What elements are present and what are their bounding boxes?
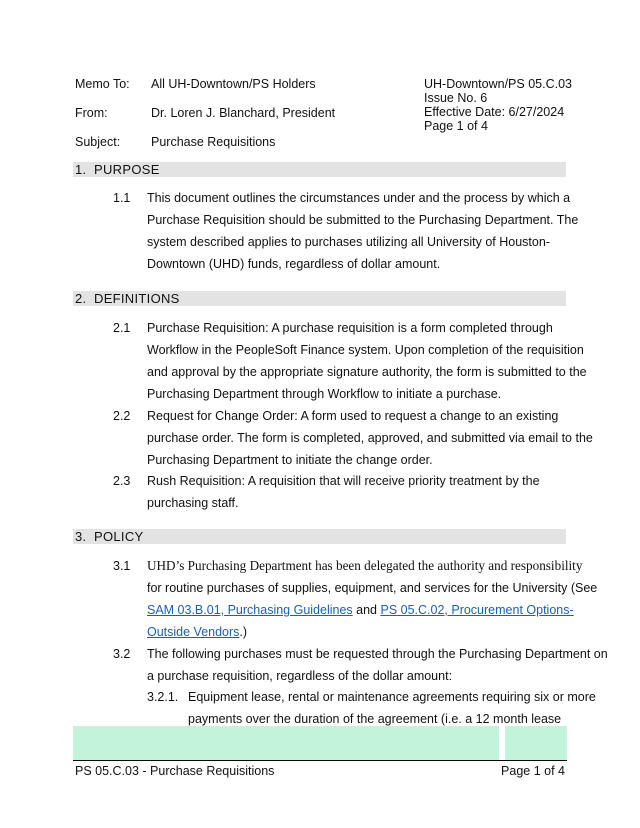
link-ps-05-c-02[interactable]: PS 05.C.02, Procurement Options- [380,603,574,617]
closing-text: .) [239,625,248,639]
paragraph-line [147,599,574,621]
section-heading-definitions [73,291,566,306]
paragraph-line: and approval by the appropriate signature authority, the form is submitted to the [147,365,587,379]
page-indicator: Page 1 of 4 [424,119,488,133]
paragraph-number: 1.1 [113,191,131,205]
paragraph-number: 2.3 [113,474,131,488]
footer-rule [73,760,567,761]
paragraph-number: 3.2 [113,647,131,661]
paragraph-line: Downtown (UHD) funds, regardless of dollar amount. [147,257,441,271]
paragraph-line: Purchase Requisition should be submitted to the Purchasing Department. The [147,213,579,227]
paragraph-line: Request for Change Order: A form used to request a change to an existing [147,409,559,423]
paragraph-number: 2.1 [113,321,131,335]
paragraph-number: 3.1 [113,559,131,573]
paragraph-number: 3.2.1. [147,690,179,704]
section-number: 2. [75,291,87,306]
from-value: Dr. Loren J. Blanchard, President [151,106,336,120]
highlight-overlay-left [73,726,499,760]
connector-text: and [352,603,381,617]
paragraph-line: payments over the duration of the agreement (i.e. a 12 month lease [188,712,562,726]
paragraph-line: Purchasing Department to initiate the change order. [147,453,433,467]
paragraph-line: UHD’s Purchasing Department has been delegated the authority and responsibility [147,558,583,573]
subject-label: Subject: [75,135,121,149]
section-number: 3. [75,529,87,544]
paragraph-line: Rush Requisition: A requisition that will receive priority treatment by the [147,474,540,488]
paragraph-line: This document outlines the circumstances under and the process by which a [147,191,571,205]
section-title: POLICY [94,529,144,544]
issue-number: Issue No. 6 [424,91,488,105]
footer-document-title: PS 05.C.03 - Purchase Requisitions [75,764,275,778]
link-ps-05-c-02-continued[interactable]: Outside Vendors [147,625,240,639]
effective-date: Effective Date: 6/27/2024 [424,105,565,119]
section-number: 1. [75,162,87,177]
section-heading-purpose [73,162,566,177]
paragraph-line: purchase order. The form is completed, approved, and submitted via email to the [147,431,593,445]
footer-page-number: Page 1 of 4 [501,764,565,778]
section-title: PURPOSE [94,162,160,177]
paragraph-line [147,621,247,643]
paragraph-line: The following purchases must be requested through the Purchasing Department on [147,647,608,661]
paragraph-line: for routine purchases of supplies, equipment, and services for the University (See [147,581,598,595]
paragraph-line: Purchasing Department through Workflow to initiate a purchase. [147,387,502,401]
paragraph-number: 2.2 [113,409,131,423]
memo-to-value: All UH-Downtown/PS Holders [151,77,316,91]
paragraph-line: purchasing staff. [147,496,239,510]
highlight-overlay-right [505,726,567,760]
memo-to-label: Memo To: [75,77,130,91]
paragraph-line: Workflow in the PeopleSoft Finance system. Upon completion of the requisition [147,343,584,357]
paragraph-line: system described applies to purchases utilizing all University of Houston- [147,235,550,249]
section-title: DEFINITIONS [94,291,180,306]
subject-value: Purchase Requisitions [151,135,276,149]
section-heading-policy [73,529,566,544]
paragraph-line: a purchase requisition, regardless of the dollar amount: [147,669,453,683]
from-label: From: [75,106,108,120]
paragraph-line: Equipment lease, rental or maintenance agreements requiring six or more [188,690,596,704]
link-sam-03-b-01[interactable]: SAM 03.B.01, Purchasing Guidelines [147,603,353,617]
paragraph-line: Purchase Requisition: A purchase requisition is a form completed through [147,321,553,335]
document-id: UH-Downtown/PS 05.C.03 [424,77,572,91]
